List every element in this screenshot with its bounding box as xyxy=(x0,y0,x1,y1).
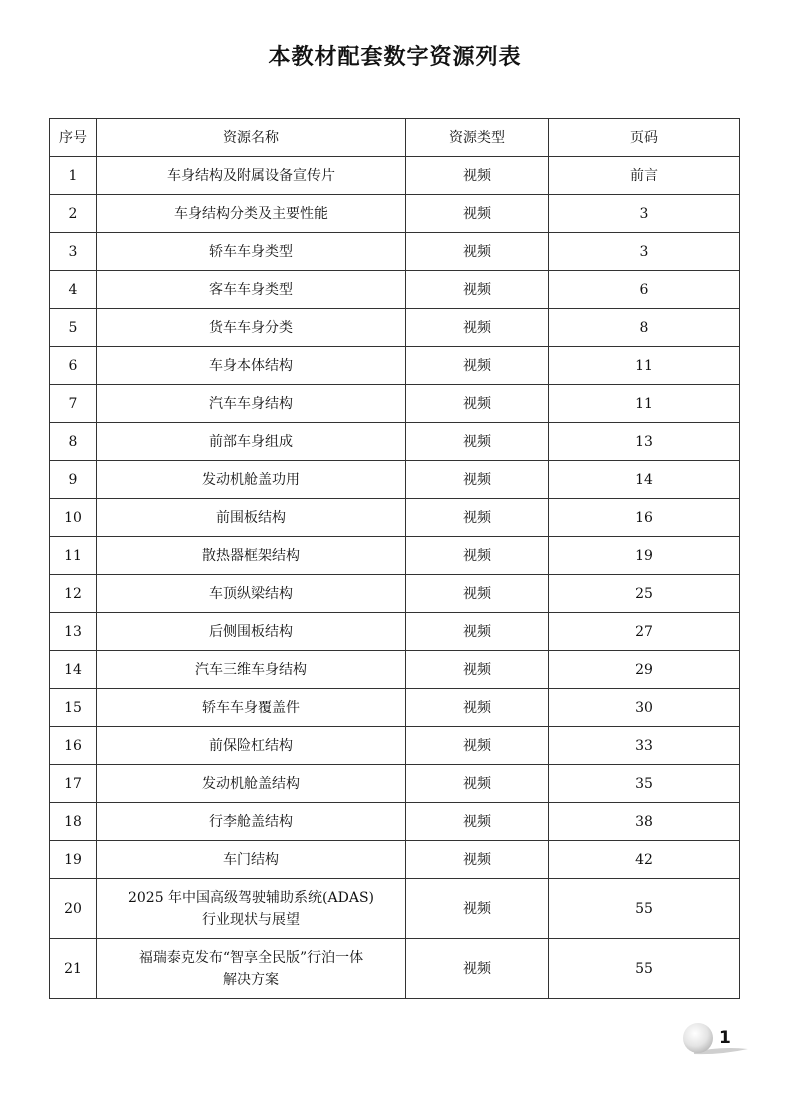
cell-name: 客车车身类型 xyxy=(97,271,406,309)
cell-page: 11 xyxy=(549,385,740,423)
header-cell-name: 资源名称 xyxy=(97,119,406,157)
cell-no: 3 xyxy=(50,233,97,271)
cell-type: 视频 xyxy=(406,195,549,233)
cell-type: 视频 xyxy=(406,157,549,195)
cell-no: 10 xyxy=(50,499,97,537)
cell-page: 6 xyxy=(549,271,740,309)
cell-name-line-2: 行业现状与展望 xyxy=(202,911,300,928)
cell-name: 车身本体结构 xyxy=(97,347,406,385)
cell-page: 33 xyxy=(549,727,740,765)
cell-name: 前保险杠结构 xyxy=(97,727,406,765)
cell-name-line-1: 2025 年中国高级驾驶辅助系统(ADAS) xyxy=(127,889,375,906)
cell-type: 视频 xyxy=(406,575,549,613)
table-row xyxy=(50,385,740,423)
cell-page: 8 xyxy=(549,309,740,347)
cell-name-line-1: 福瑞泰克发布“智享全民版”行泊一体 xyxy=(138,949,364,966)
table-row xyxy=(50,233,740,271)
header-cell-type: 资源类型 xyxy=(406,119,549,157)
cell-no: 20 xyxy=(50,879,97,939)
cell-no: 17 xyxy=(50,765,97,803)
page-title: 本教材配套数字资源列表 xyxy=(268,45,522,70)
table-row xyxy=(50,613,740,651)
table-row xyxy=(50,689,740,727)
cell-no: 5 xyxy=(50,309,97,347)
table-row xyxy=(50,841,740,879)
cell-no: 14 xyxy=(50,651,97,689)
table-row xyxy=(50,195,740,233)
table-row xyxy=(50,939,740,999)
cell-page: 3 xyxy=(549,195,740,233)
cell-page: 11 xyxy=(549,347,740,385)
table-header-row xyxy=(50,119,740,157)
cell-name: 行李舱盖结构 xyxy=(97,803,406,841)
cell-page: 30 xyxy=(549,689,740,727)
cell-page: 3 xyxy=(549,233,740,271)
cell-no: 7 xyxy=(50,385,97,423)
cell-name: 发动机舱盖功用 xyxy=(97,461,406,499)
cell-type: 视频 xyxy=(406,765,549,803)
page-number: 1 xyxy=(719,1028,731,1048)
cell-type: 视频 xyxy=(406,651,549,689)
cell-type: 视频 xyxy=(406,537,549,575)
cell-page: 前言 xyxy=(549,157,740,195)
table-row xyxy=(50,727,740,765)
table-row xyxy=(50,461,740,499)
cell-no: 6 xyxy=(50,347,97,385)
cell-name: 汽车车身结构 xyxy=(97,385,406,423)
cell-type: 视频 xyxy=(406,841,549,879)
cell-name: 前围板结构 xyxy=(97,499,406,537)
cell-no: 15 xyxy=(50,689,97,727)
table-row xyxy=(50,537,740,575)
cell-no: 12 xyxy=(50,575,97,613)
cell-type: 视频 xyxy=(406,879,549,939)
cell-no: 19 xyxy=(50,841,97,879)
cell-no: 8 xyxy=(50,423,97,461)
cell-name-line-2: 解决方案 xyxy=(223,971,279,988)
cell-no: 2 xyxy=(50,195,97,233)
cell-type: 视频 xyxy=(406,613,549,651)
cell-type: 视频 xyxy=(406,803,549,841)
table-row xyxy=(50,423,740,461)
cell-page: 25 xyxy=(549,575,740,613)
table-row xyxy=(50,271,740,309)
table-row xyxy=(50,765,740,803)
cell-page: 55 xyxy=(549,879,740,939)
cell-page: 35 xyxy=(549,765,740,803)
cell-no: 4 xyxy=(50,271,97,309)
cell-name: 车门结构 xyxy=(97,841,406,879)
table-row xyxy=(50,347,740,385)
cell-page: 29 xyxy=(549,651,740,689)
table-row xyxy=(50,309,740,347)
cell-page: 16 xyxy=(549,499,740,537)
cell-name: 轿车车身类型 xyxy=(97,233,406,271)
cell-name: 车顶纵梁结构 xyxy=(97,575,406,613)
cell-name: 后侧围板结构 xyxy=(97,613,406,651)
cell-page: 42 xyxy=(549,841,740,879)
cell-name: 货车车身分类 xyxy=(97,309,406,347)
cell-page: 19 xyxy=(549,537,740,575)
cell-type: 视频 xyxy=(406,689,549,727)
cell-name: 散热器框架结构 xyxy=(97,537,406,575)
page-badge-icon xyxy=(680,1022,750,1058)
cell-no: 1 xyxy=(50,157,97,195)
cell-type: 视频 xyxy=(406,309,549,347)
table-row xyxy=(50,575,740,613)
cell-type: 视频 xyxy=(406,385,549,423)
cell-type: 视频 xyxy=(406,939,549,999)
cell-page: 27 xyxy=(549,613,740,651)
cell-type: 视频 xyxy=(406,461,549,499)
cell-name xyxy=(97,939,406,999)
cell-name: 汽车三维车身结构 xyxy=(97,651,406,689)
cell-name: 发动机舱盖结构 xyxy=(97,765,406,803)
cell-no: 13 xyxy=(50,613,97,651)
cell-page: 14 xyxy=(549,461,740,499)
table-row xyxy=(50,499,740,537)
table-row xyxy=(50,803,740,841)
cell-no: 9 xyxy=(50,461,97,499)
resource-table xyxy=(49,118,740,999)
cell-no: 18 xyxy=(50,803,97,841)
cell-type: 视频 xyxy=(406,233,549,271)
cell-no: 11 xyxy=(50,537,97,575)
cell-name: 前部车身组成 xyxy=(97,423,406,461)
cell-type: 视频 xyxy=(406,499,549,537)
header-cell-page: 页码 xyxy=(549,119,740,157)
cell-name xyxy=(97,879,406,939)
table-row xyxy=(50,879,740,939)
cell-no: 16 xyxy=(50,727,97,765)
table-row xyxy=(50,157,740,195)
cell-type: 视频 xyxy=(406,727,549,765)
cell-page: 55 xyxy=(549,939,740,999)
cell-name: 轿车车身覆盖件 xyxy=(97,689,406,727)
cell-type: 视频 xyxy=(406,271,549,309)
cell-type: 视频 xyxy=(406,423,549,461)
table-row xyxy=(50,651,740,689)
cell-page: 38 xyxy=(549,803,740,841)
cell-no: 21 xyxy=(50,939,97,999)
header-cell-no: 序号 xyxy=(50,119,97,157)
cell-name: 车身结构及附属设备宣传片 xyxy=(97,157,406,195)
cell-page: 13 xyxy=(549,423,740,461)
cell-type: 视频 xyxy=(406,347,549,385)
cell-name: 车身结构分类及主要性能 xyxy=(97,195,406,233)
